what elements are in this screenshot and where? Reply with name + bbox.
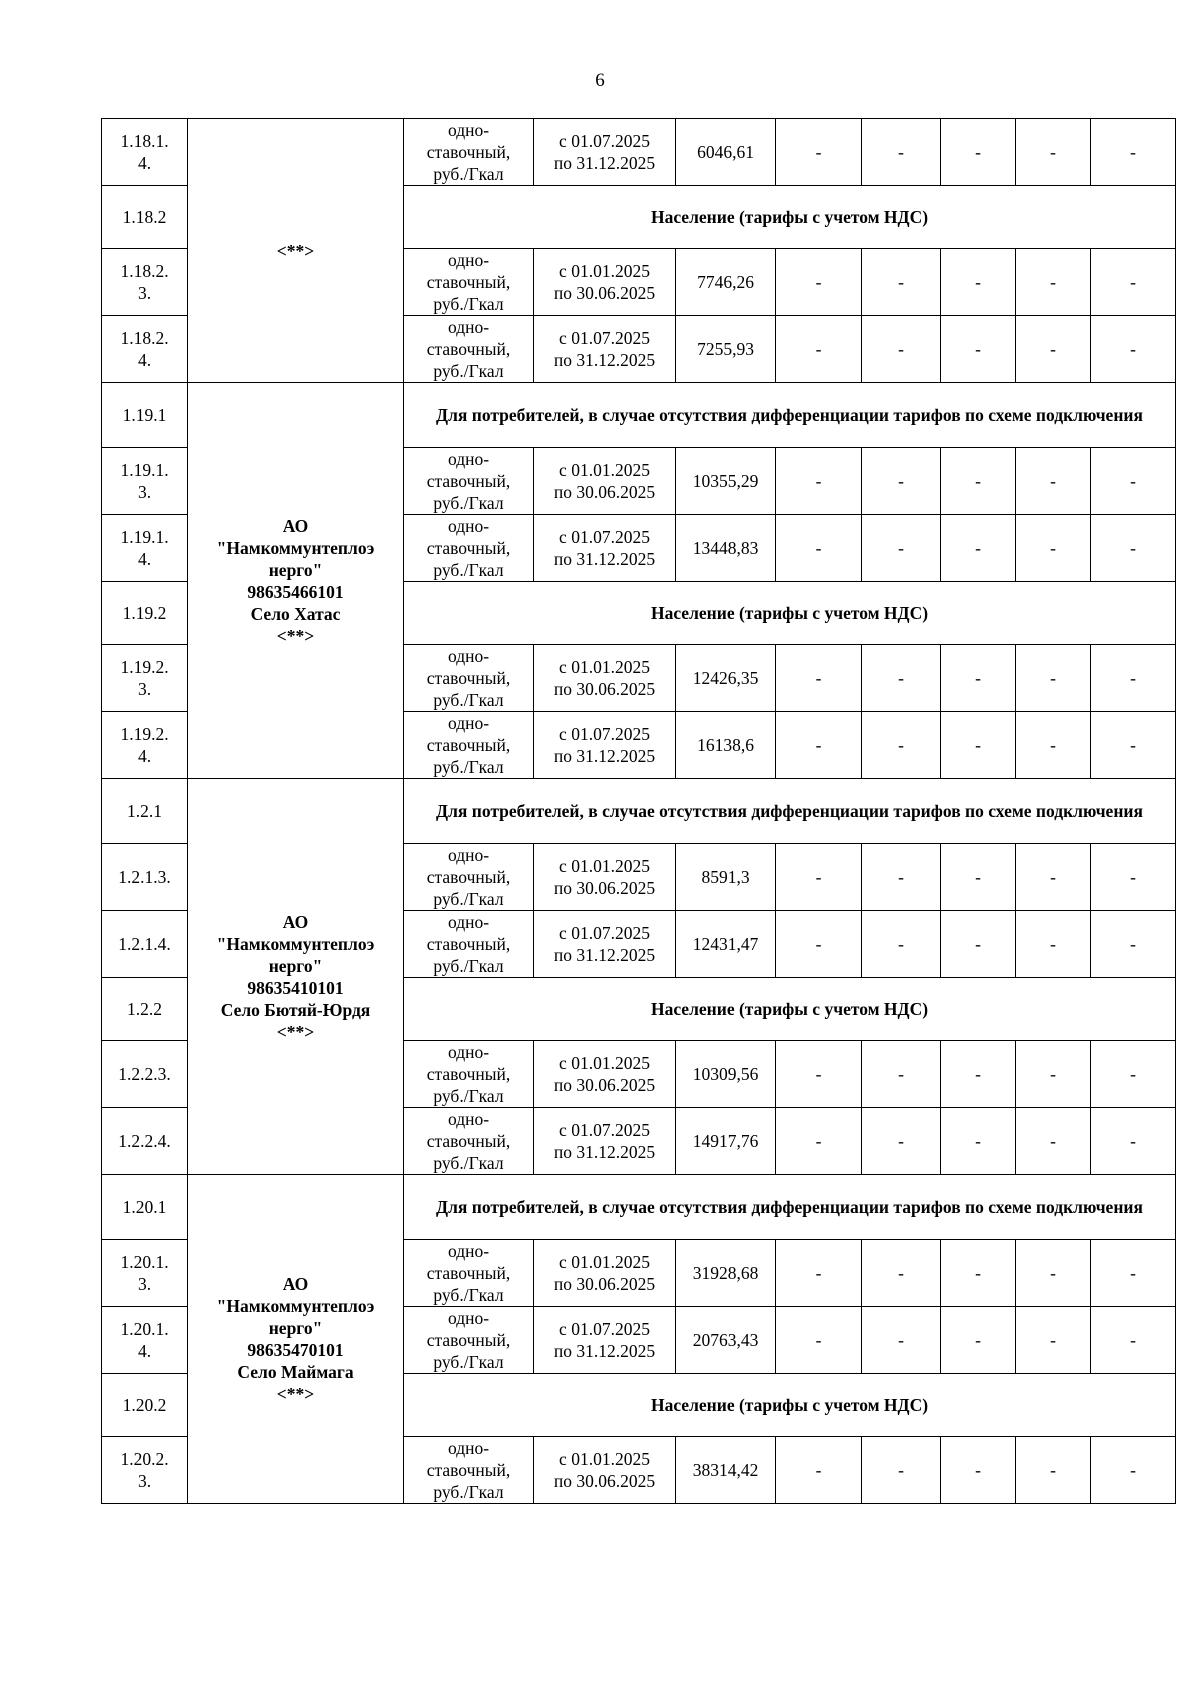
empty-dash-cell: - xyxy=(776,645,862,712)
empty-dash-cell: - xyxy=(1091,249,1176,316)
section-label: Для потребителей, в случае отсутствия дифференциации тарифов по схеме подключения xyxy=(404,779,1176,844)
empty-dash-cell: - xyxy=(776,844,862,911)
empty-dash-cell: - xyxy=(1091,515,1176,582)
empty-dash-cell: - xyxy=(941,316,1016,383)
empty-dash-cell: - xyxy=(1091,911,1176,978)
empty-dash-cell: - xyxy=(941,249,1016,316)
organization-line: АО xyxy=(282,1274,309,1294)
empty-dash-cell: - xyxy=(776,448,862,515)
period-cell: с 01.07.2025 по 31.12.2025 xyxy=(534,1307,676,1374)
empty-dash-cell: - xyxy=(862,712,941,779)
period-cell: с 01.07.2025 по 31.12.2025 xyxy=(534,515,676,582)
empty-dash-cell: - xyxy=(941,448,1016,515)
organization-line: "Намкоммунтеплоэ xyxy=(216,537,375,558)
empty-dash-cell: - xyxy=(1016,316,1091,383)
section-row xyxy=(102,383,1176,448)
empty-dash-cell: - xyxy=(1091,1108,1176,1175)
organization-line: АО xyxy=(282,911,309,932)
unit-cell: одно- ставочный, руб./Гкал xyxy=(404,448,534,515)
organization-line: АО xyxy=(282,515,309,536)
empty-dash-cell: - xyxy=(862,645,941,712)
section-row xyxy=(102,779,1176,844)
row-number: 1.19.1. 4. xyxy=(102,515,188,582)
section-label: Население (тарифы с учетом НДС) xyxy=(404,978,1176,1041)
empty-dash-cell: - xyxy=(776,1240,862,1307)
period-cell: с 01.07.2025 по 31.12.2025 xyxy=(534,1108,676,1175)
tariff-value: 8591,3 xyxy=(676,844,776,911)
row-number: 1.2.1.4. xyxy=(102,911,188,978)
empty-dash-cell: - xyxy=(1091,119,1176,186)
section-label: Для потребителей, в случае отсутствия дифференциации тарифов по схеме подключения xyxy=(404,1175,1176,1240)
tariff-value: 38314,42 xyxy=(676,1437,776,1504)
empty-dash-cell: - xyxy=(1091,1041,1176,1108)
tariff-value: 7746,26 xyxy=(676,249,776,316)
unit-cell: одно- ставочный, руб./Гкал xyxy=(404,1240,534,1307)
empty-dash-cell: - xyxy=(941,645,1016,712)
empty-dash-cell: - xyxy=(776,515,862,582)
empty-dash-cell: - xyxy=(1016,249,1091,316)
unit-cell: одно- ставочный, руб./Гкал xyxy=(404,645,534,712)
period-cell: с 01.01.2025 по 30.06.2025 xyxy=(534,844,676,911)
organization-line: Село Маймага xyxy=(237,1362,354,1382)
row-number: 1.2.2.4. xyxy=(102,1108,188,1175)
tariff-value: 20763,43 xyxy=(676,1307,776,1374)
row-number: 1.19.1. 3. xyxy=(102,448,188,515)
organization-line: нерго" xyxy=(268,1318,323,1338)
empty-dash-cell: - xyxy=(1016,515,1091,582)
tariff-table-body xyxy=(102,119,1176,1504)
row-number: 1.20.1. 3. xyxy=(102,1240,188,1307)
empty-dash-cell: - xyxy=(862,249,941,316)
empty-dash-cell: - xyxy=(862,119,941,186)
empty-dash-cell: - xyxy=(1091,316,1176,383)
table-row xyxy=(102,119,1176,186)
unit-cell: одно- ставочный, руб./Гкал xyxy=(404,249,534,316)
empty-dash-cell: - xyxy=(941,1307,1016,1374)
section-label: Население (тарифы с учетом НДС) xyxy=(404,582,1176,645)
empty-dash-cell: - xyxy=(1091,1437,1176,1504)
empty-dash-cell: - xyxy=(941,119,1016,186)
organization-line: <**> xyxy=(276,625,315,646)
empty-dash-cell: - xyxy=(1091,1307,1176,1374)
row-number: 1.19.1 xyxy=(102,383,188,448)
empty-dash-cell: - xyxy=(776,1041,862,1108)
row-number: 1.2.1.3. xyxy=(102,844,188,911)
empty-dash-cell: - xyxy=(862,316,941,383)
organization-line: нерго" xyxy=(268,559,323,580)
organization-line: нерго" xyxy=(268,955,323,976)
unit-cell: одно- ставочный, руб./Гкал xyxy=(404,515,534,582)
unit-cell: одно- ставочный, руб./Гкал xyxy=(404,1307,534,1374)
row-number: 1.20.1. 4. xyxy=(102,1307,188,1374)
page-number: 6 xyxy=(595,70,605,91)
empty-dash-cell: - xyxy=(1016,1041,1091,1108)
organization-cell xyxy=(188,119,404,383)
period-cell: с 01.01.2025 по 30.06.2025 xyxy=(534,1041,676,1108)
unit-cell: одно- ставочный, руб./Гкал xyxy=(404,1437,534,1504)
empty-dash-cell: - xyxy=(1016,1240,1091,1307)
empty-dash-cell: - xyxy=(1091,844,1176,911)
organization-line: 98635470101 xyxy=(247,1340,344,1360)
empty-dash-cell: - xyxy=(1091,1240,1176,1307)
empty-dash-cell: - xyxy=(776,1307,862,1374)
empty-dash-cell: - xyxy=(862,1437,941,1504)
organization-line: "Намкоммунтеплоэ xyxy=(216,1296,375,1316)
empty-dash-cell: - xyxy=(941,1108,1016,1175)
tariff-value: 16138,6 xyxy=(676,712,776,779)
empty-dash-cell: - xyxy=(862,515,941,582)
empty-dash-cell: - xyxy=(1016,645,1091,712)
empty-dash-cell: - xyxy=(776,1108,862,1175)
empty-dash-cell: - xyxy=(1016,844,1091,911)
unit-cell: одно- ставочный, руб./Гкал xyxy=(404,119,534,186)
tariff-value: 13448,83 xyxy=(676,515,776,582)
row-number: 1.19.2. 3. xyxy=(102,645,188,712)
row-number: 1.18.2. 3. xyxy=(102,249,188,316)
organization-line: Село Хатас xyxy=(250,603,341,624)
row-number: 1.18.2. 4. xyxy=(102,316,188,383)
period-cell: с 01.07.2025 по 31.12.2025 xyxy=(534,712,676,779)
row-number: 1.2.1 xyxy=(102,779,188,844)
tariff-value: 7255,93 xyxy=(676,316,776,383)
empty-dash-cell: - xyxy=(862,1240,941,1307)
period-cell: с 01.07.2025 по 31.12.2025 xyxy=(534,119,676,186)
unit-cell: одно- ставочный, руб./Гкал xyxy=(404,712,534,779)
tariff-value: 6046,61 xyxy=(676,119,776,186)
empty-dash-cell: - xyxy=(776,911,862,978)
organization-line: Село Бютяй-Юрдя xyxy=(220,999,371,1020)
empty-dash-cell: - xyxy=(941,1240,1016,1307)
empty-dash-cell: - xyxy=(1016,448,1091,515)
empty-dash-cell: - xyxy=(941,1041,1016,1108)
row-number: 1.20.1 xyxy=(102,1175,188,1240)
empty-dash-cell: - xyxy=(1016,1307,1091,1374)
empty-dash-cell: - xyxy=(941,1437,1016,1504)
period-cell: с 01.07.2025 по 31.12.2025 xyxy=(534,316,676,383)
period-cell: с 01.01.2025 по 30.06.2025 xyxy=(534,1240,676,1307)
empty-dash-cell: - xyxy=(862,844,941,911)
tariff-value: 12431,47 xyxy=(676,911,776,978)
organization-line: <**> xyxy=(276,240,315,261)
empty-dash-cell: - xyxy=(1016,712,1091,779)
empty-dash-cell: - xyxy=(776,712,862,779)
tariff-value: 14917,76 xyxy=(676,1108,776,1175)
unit-cell: одно- ставочный, руб./Гкал xyxy=(404,1108,534,1175)
period-cell: с 01.07.2025 по 31.12.2025 xyxy=(534,911,676,978)
row-number: 1.19.2 xyxy=(102,582,188,645)
tariff-value: 12426,35 xyxy=(676,645,776,712)
organization-line: "Намкоммунтеплоэ xyxy=(216,933,375,954)
organization-line: 98635466101 xyxy=(247,581,344,602)
unit-cell: одно- ставочный, руб./Гкал xyxy=(404,844,534,911)
empty-dash-cell: - xyxy=(1091,448,1176,515)
empty-dash-cell: - xyxy=(1016,1437,1091,1504)
section-label: Население (тарифы с учетом НДС) xyxy=(404,186,1176,249)
empty-dash-cell: - xyxy=(776,119,862,186)
section-row xyxy=(102,1175,1176,1240)
empty-dash-cell: - xyxy=(776,316,862,383)
empty-dash-cell: - xyxy=(1016,1108,1091,1175)
empty-dash-cell: - xyxy=(941,844,1016,911)
row-number: 1.20.2 xyxy=(102,1374,188,1437)
empty-dash-cell: - xyxy=(862,911,941,978)
period-cell: с 01.01.2025 по 30.06.2025 xyxy=(534,1437,676,1504)
empty-dash-cell: - xyxy=(1016,911,1091,978)
empty-dash-cell: - xyxy=(776,249,862,316)
empty-dash-cell: - xyxy=(862,1041,941,1108)
empty-dash-cell: - xyxy=(1091,712,1176,779)
empty-dash-cell: - xyxy=(862,1108,941,1175)
period-cell: с 01.01.2025 по 30.06.2025 xyxy=(534,249,676,316)
tariff-value: 31928,68 xyxy=(676,1240,776,1307)
row-number: 1.19.2. 4. xyxy=(102,712,188,779)
row-number: 1.18.2 xyxy=(102,186,188,249)
section-label: Для потребителей, в случае отсутствия дифференциации тарифов по схеме подключения xyxy=(404,383,1176,448)
section-label: Население (тарифы с учетом НДС) xyxy=(404,1374,1176,1437)
empty-dash-cell: - xyxy=(941,911,1016,978)
empty-dash-cell: - xyxy=(941,515,1016,582)
unit-cell: одно- ставочный, руб./Гкал xyxy=(404,316,534,383)
period-cell: с 01.01.2025 по 30.06.2025 xyxy=(534,645,676,712)
organization-cell xyxy=(188,1175,404,1504)
organization-line: <**> xyxy=(276,1021,315,1042)
unit-cell: одно- ставочный, руб./Гкал xyxy=(404,911,534,978)
empty-dash-cell: - xyxy=(941,712,1016,779)
tariff-value: 10309,56 xyxy=(676,1041,776,1108)
row-number: 1.18.1. 4. xyxy=(102,119,188,186)
organization-line: 98635410101 xyxy=(247,977,344,998)
row-number: 1.2.2 xyxy=(102,978,188,1041)
period-cell: с 01.01.2025 по 30.06.2025 xyxy=(534,448,676,515)
row-number: 1.20.2. 3. xyxy=(102,1437,188,1504)
organization-cell xyxy=(188,383,404,779)
tariff-value: 10355,29 xyxy=(676,448,776,515)
empty-dash-cell: - xyxy=(862,448,941,515)
empty-dash-cell: - xyxy=(1091,645,1176,712)
unit-cell: одно- ставочный, руб./Гкал xyxy=(404,1041,534,1108)
tariff-table xyxy=(101,118,1176,1504)
organization-line: <**> xyxy=(276,1384,315,1404)
organization-cell xyxy=(188,779,404,1175)
empty-dash-cell: - xyxy=(776,1437,862,1504)
row-number: 1.2.2.3. xyxy=(102,1041,188,1108)
empty-dash-cell: - xyxy=(1016,119,1091,186)
empty-dash-cell: - xyxy=(862,1307,941,1374)
